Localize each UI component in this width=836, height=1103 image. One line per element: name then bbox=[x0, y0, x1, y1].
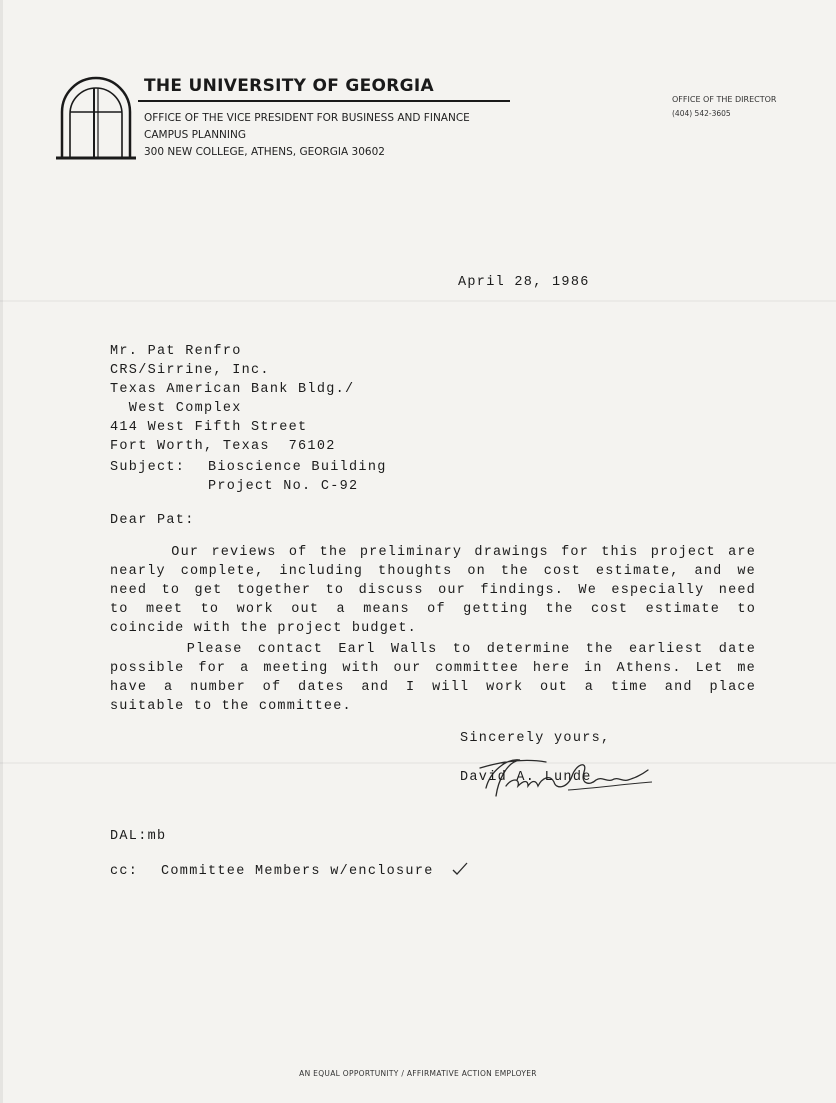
office-name: OFFICE OF THE VICE PRESIDENT FOR BUSINESS AND FINANCE bbox=[144, 112, 470, 124]
cc-label: cc: bbox=[110, 864, 139, 879]
letterhead-rule bbox=[138, 100, 510, 102]
footer-employer-statement: AN EQUAL OPPORTUNITY / AFFIRMATIVE ACTION EMPLOYER bbox=[299, 1069, 537, 1078]
director-phone: (404) 542-3605 bbox=[672, 109, 731, 118]
director-office: OFFICE OF THE DIRECTOR bbox=[672, 95, 777, 104]
signer-name: David A. Lunde bbox=[460, 770, 592, 785]
subject-label: Subject: bbox=[110, 460, 186, 475]
department-name: CAMPUS PLANNING bbox=[144, 129, 246, 141]
cc-recipients: Committee Members w/enclosure bbox=[161, 864, 434, 879]
paragraph-line: need to get together to discuss our findings. We especially need bbox=[110, 583, 756, 598]
typist-initials: DAL:mb bbox=[110, 829, 167, 844]
checkmark-icon bbox=[452, 862, 468, 876]
recipient-line: 414 West Fifth Street bbox=[110, 420, 308, 435]
salutation: Dear Pat: bbox=[110, 513, 195, 528]
subject-line: Project No. C-92 bbox=[208, 479, 359, 494]
paragraph-line: coincide with the project budget. bbox=[110, 621, 417, 636]
recipient-line: West Complex bbox=[110, 401, 242, 416]
body-paragraph-1 bbox=[110, 543, 756, 638]
recipient-line: Texas American Bank Bldg./ bbox=[110, 382, 355, 397]
recipient-line: CRS/Sirrine, Inc. bbox=[110, 363, 270, 378]
body-paragraph-2 bbox=[110, 640, 756, 716]
paragraph-line: suitable to the committee. bbox=[110, 699, 352, 714]
letterhead-address: 300 NEW COLLEGE, ATHENS, GEORGIA 30602 bbox=[144, 146, 385, 158]
recipient-line: Mr. Pat Renfro bbox=[110, 344, 242, 359]
recipient-line: Fort Worth, Texas 76102 bbox=[110, 439, 336, 454]
scan-edge bbox=[0, 0, 3, 1103]
paragraph-line: to meet to work out a means of getting the cost estimate to bbox=[110, 602, 756, 617]
paragraph-line: have a number of dates and I will work out a time and place bbox=[110, 680, 756, 695]
paper-fold bbox=[0, 762, 836, 764]
closing: Sincerely yours, bbox=[460, 731, 611, 746]
paragraph-line: nearly complete, including thoughts on the cost estimate, and we bbox=[110, 564, 756, 579]
subject-line: Bioscience Building bbox=[208, 460, 387, 475]
university-name: THE UNIVERSITY OF GEORGIA bbox=[144, 76, 434, 96]
paragraph-line: Please contact Earl Walls to determine the earliest date bbox=[110, 642, 756, 657]
paragraph-line: possible for a meeting with our committee here in Athens. Let me bbox=[110, 661, 756, 676]
letter-date: April 28, 1986 bbox=[458, 275, 590, 290]
paragraph-line: Our reviews of the preliminary drawings for this project are bbox=[110, 545, 756, 560]
paper-fold bbox=[0, 300, 836, 302]
arched-window-logo-icon bbox=[56, 72, 136, 160]
